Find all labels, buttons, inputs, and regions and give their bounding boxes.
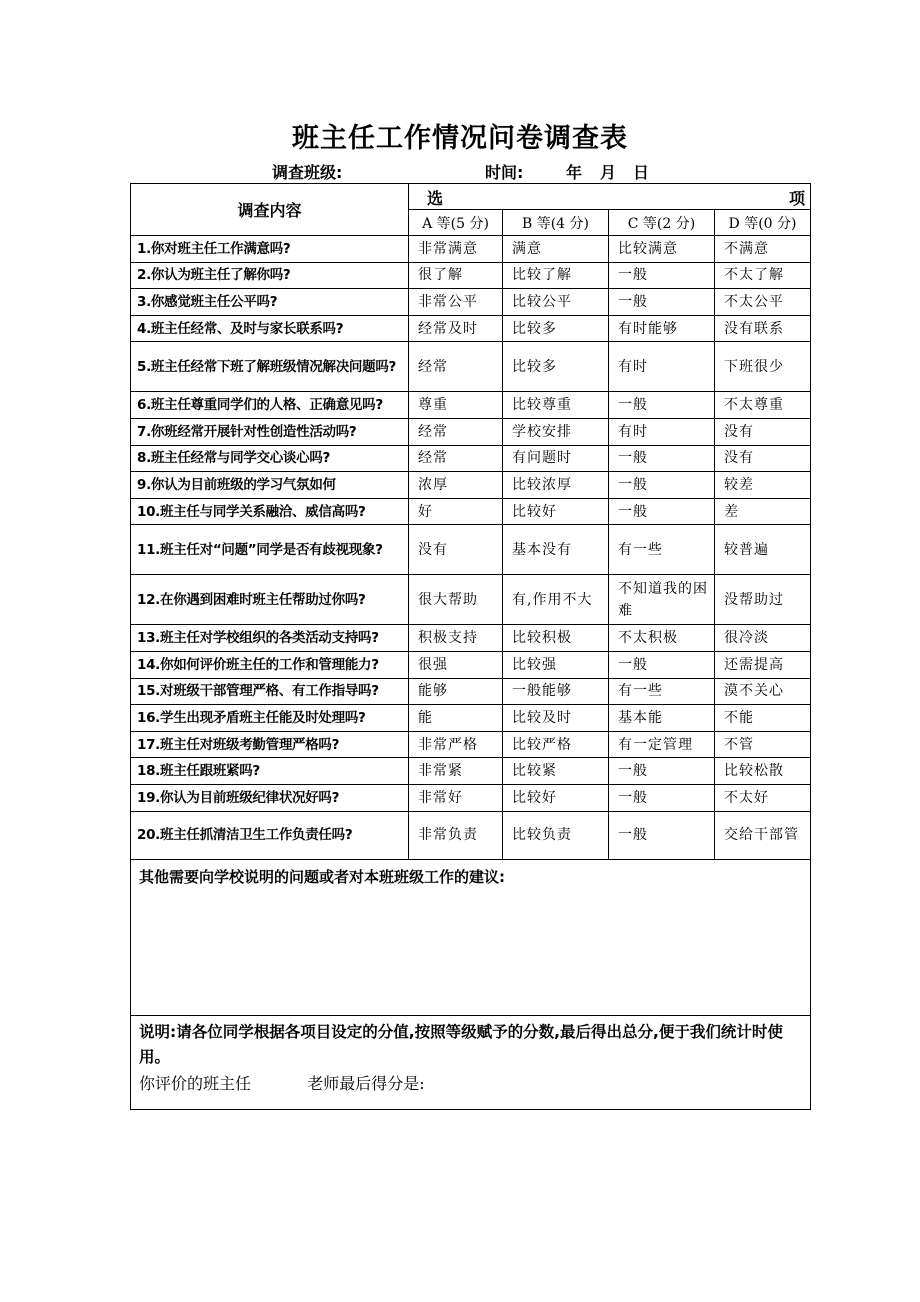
- question-cell: 12.在你遇到困难时班主任帮助过你吗?: [131, 575, 409, 625]
- table-row: [131, 651, 811, 678]
- table-row: [131, 758, 811, 785]
- content-header: 调查内容: [131, 184, 409, 236]
- option-c-cell: 一般: [609, 262, 715, 289]
- question-cell: 9.你认为目前班级的学习气氛如何: [131, 472, 409, 499]
- option-c-cell: 一般: [609, 758, 715, 785]
- option-b-cell: 比较强: [503, 651, 609, 678]
- option-c-cell: 一般: [609, 289, 715, 316]
- option-b-cell: 比较好: [503, 784, 609, 811]
- option-d-cell: 不太了解: [715, 262, 811, 289]
- option-b-cell: 满意: [503, 236, 609, 263]
- option-b-cell: 比较负责: [503, 811, 609, 859]
- option-a-cell: 经常及时: [409, 315, 503, 342]
- option-a-cell: 能: [409, 705, 503, 732]
- table-row: [131, 289, 811, 316]
- option-d-cell: 没帮助过: [715, 575, 811, 625]
- option-b-cell: 比较紧: [503, 758, 609, 785]
- option-b-cell: 比较公平: [503, 289, 609, 316]
- time-label: 时间:: [485, 163, 524, 182]
- grade-a-header: A 等(5 分): [409, 210, 503, 236]
- grade-b-header: B 等(4 分): [503, 210, 609, 236]
- question-cell: 17.班主任对班级考勤管理严格吗?: [131, 731, 409, 758]
- table-row: [131, 811, 811, 859]
- option-d-cell: 不能: [715, 705, 811, 732]
- option-b-cell: 比较多: [503, 315, 609, 342]
- option-d-cell: 较普遍: [715, 525, 811, 575]
- option-a-cell: 非常负责: [409, 811, 503, 859]
- grade-d-header: D 等(0 分): [715, 210, 811, 236]
- option-a-cell: 经常: [409, 445, 503, 472]
- option-a-cell: 没有: [409, 525, 503, 575]
- option-c-cell: 一般: [609, 445, 715, 472]
- option-c-cell: 比较满意: [609, 236, 715, 263]
- option-d-cell: 下班很少: [715, 342, 811, 392]
- option-b-cell: 比较严格: [503, 731, 609, 758]
- option-c-cell: 不太积极: [609, 625, 715, 652]
- year-label: 年: [566, 163, 583, 182]
- option-d-cell: 很冷淡: [715, 625, 811, 652]
- question-cell: 4.班主任经常、及时与家长联系吗?: [131, 315, 409, 342]
- question-cell: 15.对班级干部管理严格、有工作指导吗?: [131, 678, 409, 705]
- option-a-cell: 很强: [409, 651, 503, 678]
- option-b-cell: 比较好: [503, 498, 609, 525]
- day-label: 日: [633, 163, 650, 182]
- grade-c-header: C 等(2 分): [609, 210, 715, 236]
- table-row: [131, 392, 811, 419]
- question-cell: 1.你对班主任工作满意吗?: [131, 236, 409, 263]
- option-a-cell: 非常紧: [409, 758, 503, 785]
- option-d-cell: 不管: [715, 731, 811, 758]
- option-b-cell: 有问题时: [503, 445, 609, 472]
- table-row: [131, 418, 811, 445]
- table-row: [131, 472, 811, 499]
- option-c-cell: 有一定管理: [609, 731, 715, 758]
- option-d-cell: 比较松散: [715, 758, 811, 785]
- option-b-cell: 比较尊重: [503, 392, 609, 419]
- option-d-cell: 没有联系: [715, 315, 811, 342]
- option-a-cell: 积极支持: [409, 625, 503, 652]
- option-b-cell: 有,作用不大: [503, 575, 609, 625]
- evaluate-label: 你评价的班主任: [139, 1073, 252, 1093]
- option-c-cell: 一般: [609, 784, 715, 811]
- option-d-cell: 不太尊重: [715, 392, 811, 419]
- table-row: [131, 498, 811, 525]
- option-c-cell: 有时: [609, 418, 715, 445]
- option-a-cell: 非常公平: [409, 289, 503, 316]
- option-b-cell: 比较浓厚: [503, 472, 609, 499]
- options-header: [409, 184, 811, 210]
- option-d-cell: 不太好: [715, 784, 811, 811]
- option-d-cell: 还需提高: [715, 651, 811, 678]
- table-row: [131, 784, 811, 811]
- question-cell: 14.你如何评价班主任的工作和管理能力?: [131, 651, 409, 678]
- option-c-cell: 不知道我的困难: [609, 575, 715, 625]
- score-label: 老师最后得分是:: [307, 1073, 425, 1093]
- option-c-cell: 一般: [609, 472, 715, 499]
- option-d-cell: 漠不关心: [715, 678, 811, 705]
- option-c-cell: 有时: [609, 342, 715, 392]
- note-box: [131, 1015, 811, 1109]
- option-b-cell: 比较及时: [503, 705, 609, 732]
- table-row: [131, 236, 811, 263]
- option-d-cell: 不太公平: [715, 289, 811, 316]
- option-c-cell: 一般: [609, 498, 715, 525]
- option-a-cell: 很了解: [409, 262, 503, 289]
- question-cell: 3.你感觉班主任公平吗?: [131, 289, 409, 316]
- option-a-cell: 浓厚: [409, 472, 503, 499]
- question-cell: 20.班主任抓清洁卫生工作负责任吗?: [131, 811, 409, 859]
- option-b-cell: 比较了解: [503, 262, 609, 289]
- option-c-cell: 一般: [609, 392, 715, 419]
- other-suggestions-box: 其他需要向学校说明的问题或者对本班班级工作的建议:: [131, 859, 811, 1015]
- note-text: 说明:请各位同学根据各项目设定的分值,按照等级赋予的分数,最后得出总分,便于我们统计时使用。: [139, 1022, 783, 1066]
- table-row: [131, 445, 811, 472]
- question-cell: 10.班主任与同学关系融洽、威信高吗?: [131, 498, 409, 525]
- question-cell: 6.班主任尊重同学们的人格、正确意见吗?: [131, 392, 409, 419]
- table-row: [131, 342, 811, 392]
- question-cell: 18.班主任跟班紧吗?: [131, 758, 409, 785]
- options-header-left: 选: [427, 189, 444, 208]
- question-cell: 16.学生出现矛盾班主任能及时处理吗?: [131, 705, 409, 732]
- table-row: [131, 575, 811, 625]
- option-b-cell: 学校安排: [503, 418, 609, 445]
- note-score-line: [139, 1071, 802, 1097]
- option-a-cell: 经常: [409, 342, 503, 392]
- option-b-cell: 比较多: [503, 342, 609, 392]
- survey-class-label: 调查班级:: [272, 163, 343, 182]
- table-row: [131, 705, 811, 732]
- option-c-cell: 一般: [609, 651, 715, 678]
- question-cell: 11.班主任对“问题”同学是否有歧视现象?: [131, 525, 409, 575]
- page-title: 班主任工作情况问卷调查表: [292, 123, 628, 154]
- table-row: [131, 731, 811, 758]
- table-row: [131, 262, 811, 289]
- table-row: [131, 625, 811, 652]
- question-cell: 19.你认为目前班级纪律状况好吗?: [131, 784, 409, 811]
- question-cell: 7.你班经常开展针对性创造性活动吗?: [131, 418, 409, 445]
- option-a-cell: 非常满意: [409, 236, 503, 263]
- option-b-cell: 基本没有: [503, 525, 609, 575]
- option-d-cell: 没有: [715, 418, 811, 445]
- question-cell: 5.班主任经常下班了解班级情况解决问题吗?: [131, 342, 409, 392]
- option-a-cell: 尊重: [409, 392, 503, 419]
- option-a-cell: 非常好: [409, 784, 503, 811]
- question-cell: 13.班主任对学校组织的各类活动支持吗?: [131, 625, 409, 652]
- option-c-cell: 有一些: [609, 525, 715, 575]
- option-c-cell: 有一些: [609, 678, 715, 705]
- option-d-cell: 交给干部管: [715, 811, 811, 859]
- option-c-cell: 一般: [609, 811, 715, 859]
- options-header-right: 项: [788, 189, 805, 208]
- option-a-cell: 能够: [409, 678, 503, 705]
- option-a-cell: 很大帮助: [409, 575, 503, 625]
- question-cell: 8.班主任经常与同学交心谈心吗?: [131, 445, 409, 472]
- option-d-cell: 差: [715, 498, 811, 525]
- option-d-cell: 没有: [715, 445, 811, 472]
- option-d-cell: 较差: [715, 472, 811, 499]
- table-row: [131, 525, 811, 575]
- option-b-cell: 一般能够: [503, 678, 609, 705]
- option-c-cell: 有时能够: [609, 315, 715, 342]
- option-c-cell: 基本能: [609, 705, 715, 732]
- table-row: [131, 678, 811, 705]
- option-d-cell: 不满意: [715, 236, 811, 263]
- table-row: [131, 315, 811, 342]
- survey-table: [130, 183, 811, 1110]
- option-a-cell: 非常严格: [409, 731, 503, 758]
- option-a-cell: 好: [409, 498, 503, 525]
- month-label: 月: [600, 163, 617, 182]
- option-a-cell: 经常: [409, 418, 503, 445]
- question-cell: 2.你认为班主任了解你吗?: [131, 262, 409, 289]
- option-b-cell: 比较积极: [503, 625, 609, 652]
